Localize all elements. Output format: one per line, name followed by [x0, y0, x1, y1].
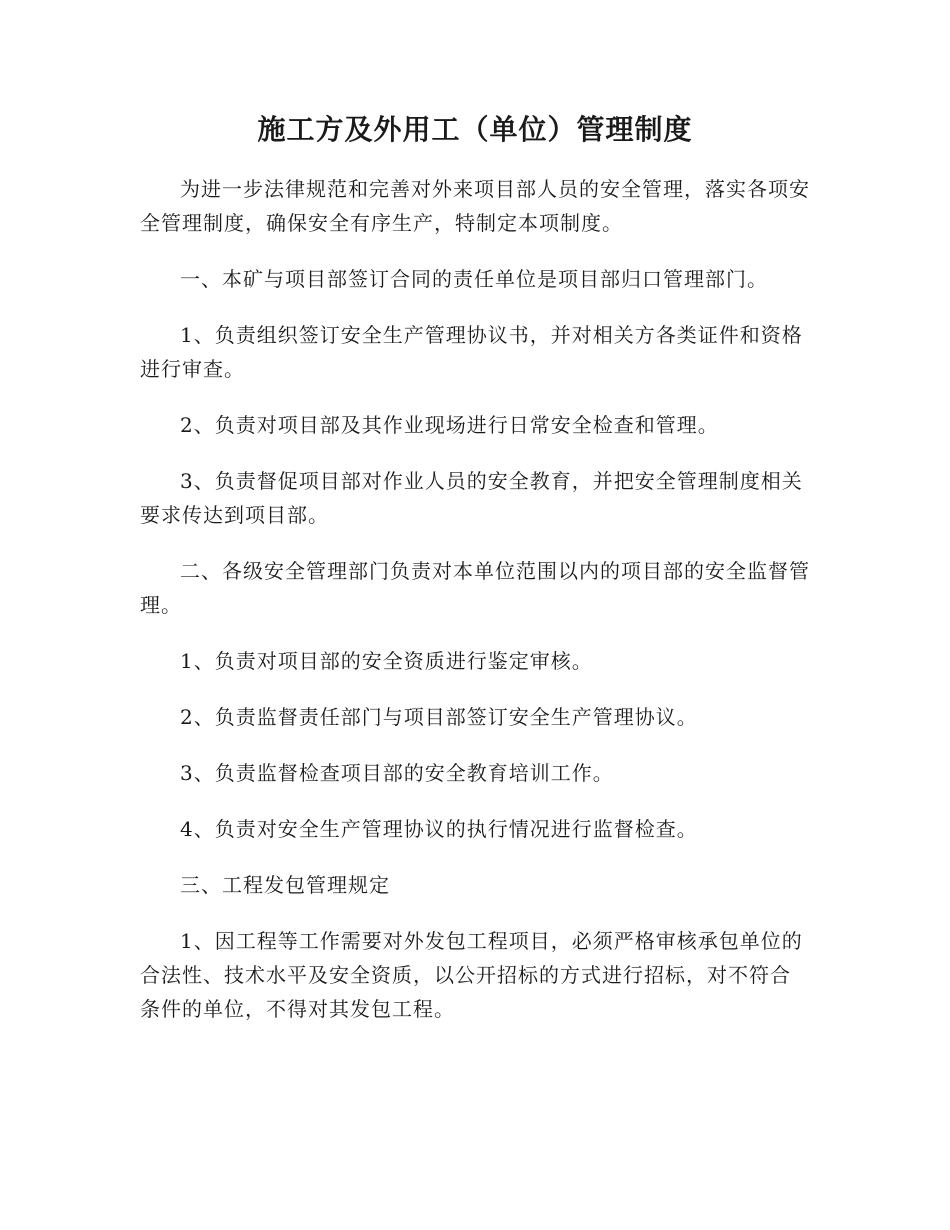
- document-title: 施工方及外用工（单位）管理制度: [257, 113, 693, 146]
- intro-paragraph: 为进一步法律规范和完善对外来项目部人员的安全管理，落实各项安全管理制度，确保安全有序生产，特制定本项制度。: [140, 177, 810, 235]
- section-2-heading: 二、各级安全管理部门负责对本单位范围以内的项目部的安全监督管理。: [140, 559, 810, 617]
- section-2-item-1: 1、负责对项目部的安全资质进行鉴定审核。: [180, 649, 593, 673]
- section-1-item-2: 2、负责对项目部及其作业现场进行日常安全检查和管理。: [180, 413, 719, 437]
- section-1-item-3: 3、负责督促项目部对作业人员的安全教育，并把安全管理制度相关要求传达到项目部。: [140, 469, 803, 527]
- section-1-heading: 一、本矿与项目部签订合同的责任单位是项目部归口管理部门。: [180, 267, 768, 291]
- section-2-item-4: 4、负责对安全生产管理协议的执行情况进行监督检查。: [180, 817, 698, 841]
- section-2-item-3: 3、负责监督检查项目部的安全教育培训工作。: [180, 761, 614, 785]
- document-body: [140, 110, 810, 1048]
- section-3-heading: 三、工程发包管理规定: [180, 873, 390, 897]
- section-3-item-1: 1、因工程等工作需要对外发包工程项目，必须严格审核承包单位的合法性、技术水平及安全资质，以公开招标的方式进行招标，对不符合条件的单位，不得对其发包工程。: [140, 929, 803, 1021]
- section-1-item-1: 1、负责组织签订安全生产管理协议书，并对相关方各类证件和资格进行审查。: [140, 323, 803, 381]
- section-2-item-2: 2、负责监督责任部门与项目部签订安全生产管理协议。: [180, 705, 698, 729]
